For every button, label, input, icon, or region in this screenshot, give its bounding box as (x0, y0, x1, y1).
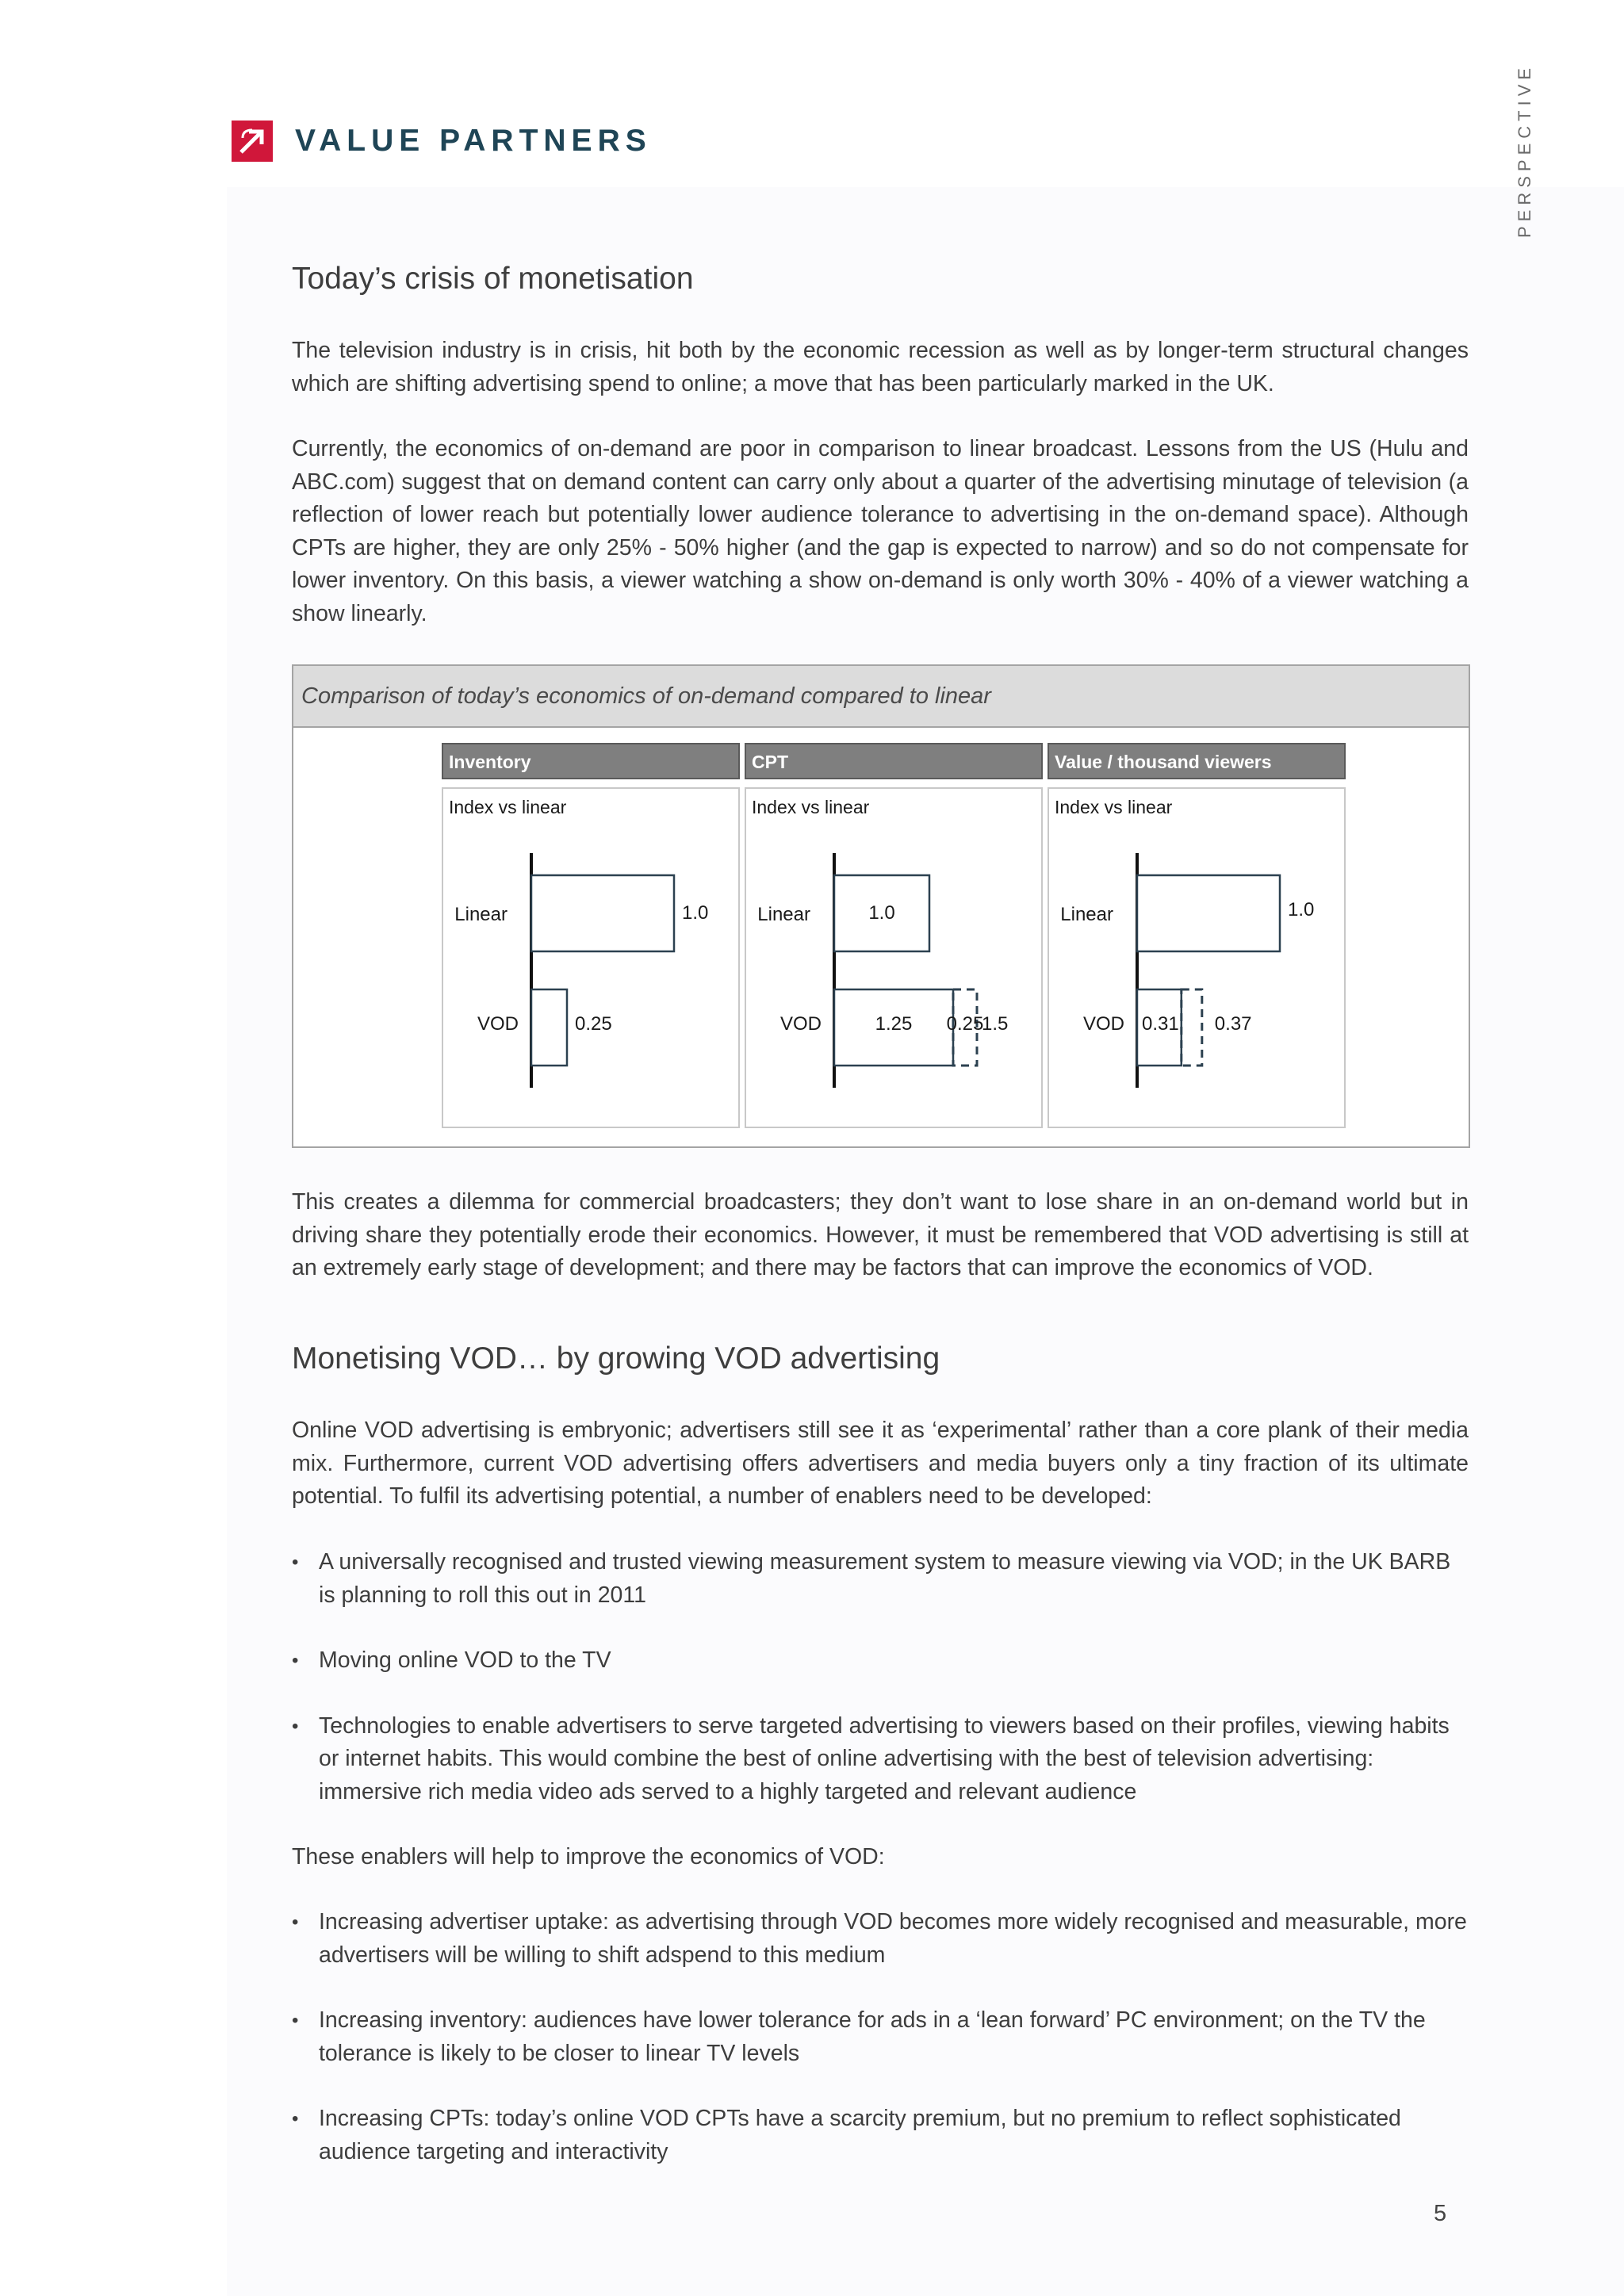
page-number: 5 (1434, 2201, 1447, 2226)
enablers-list (292, 1546, 1469, 1808)
chart-subtitle: Index vs linear (449, 797, 567, 817)
exhibit-title: Comparison of today’s economics of on-demand compared to linear (301, 683, 991, 709)
data-label: 0.31 (1142, 1013, 1179, 1035)
chart-panel (745, 788, 1042, 1127)
data-label: 0.25 (946, 1013, 984, 1035)
value-partners-mark-icon (232, 121, 273, 162)
data-label: 1.25 (875, 1013, 913, 1035)
bar (1137, 875, 1280, 951)
chart-panel (442, 788, 739, 1127)
section-title-crisis: Today’s crisis of monetisation (292, 262, 694, 296)
bar (531, 989, 567, 1066)
list-item: • Technologies to enable advertisers to serve targeted advertising to viewers based on their profiles, viewing habits or internet habits. This would combine the best of online advertising with the best of television advertising: immersive rich media video ads served to a highly targeted and relevant audience (292, 1710, 1469, 1809)
section-title-monetising: Monetising VOD… by growing VOD advertising (292, 1341, 940, 1376)
list-item: • Increasing CPTs: today’s online VOD CPTs have a scarcity premium, but no premium to reflect sophisticated audience targeting and interactivity (292, 2103, 1469, 2168)
chart-title: CPT (752, 752, 788, 772)
list-item: • A universally recognised and trusted viewing measurement system to measure viewing via VOD; in the UK BARB is planning to roll this out in 2011 (292, 1546, 1469, 1612)
chart-header (745, 744, 1042, 779)
category-label: Linear (757, 904, 810, 925)
chart-subtitle: Index vs linear (1055, 797, 1173, 817)
logo (232, 121, 652, 162)
paragraph-economics: Currently, the economics of on-demand are poor in comparison to linear broadcast. Lessons from the US (Hulu and ABC.com) suggest that on demand content can carry only about a quarter of the advertising minutage of television (a reflection of lower reach but potentially lower audience tolerance to advertising in the on-demand space). Although CPTs are higher, they are only 25% - 50% higher (and the gap is expected to narrow) and so do not compensate for lower inventory. On this basis, a viewer watching a show on-demand is only worth 30% - 40% of a viewer watching a show linearly. (292, 436, 1469, 626)
exhibit-box (292, 664, 1470, 1148)
list-item: • Moving online VOD to the TV (292, 1644, 1469, 1678)
chart-subtitle: Index vs linear (752, 797, 870, 817)
category-label: VOD (477, 1013, 519, 1035)
chart-title: Inventory (449, 752, 531, 772)
list-item: • Increasing advertiser uptake: as advertising through VOD becomes more widely recognised and measurable, more advertisers will be willing to shift adspend to this medium (292, 1906, 1469, 1972)
category-label: VOD (779, 1013, 822, 1035)
exhibit-charts (293, 666, 1469, 1146)
list-item: • Increasing inventory: audiences have lower tolerance for ads in a ‘lean forward’ PC environment; on the TV the tolerance is likely to be closer to linear TV levels (292, 2004, 1469, 2070)
chart-panel (1048, 788, 1345, 1127)
category-label: Linear (1060, 904, 1113, 925)
data-label: 0.25 (575, 1013, 612, 1035)
data-label: 0.37 (1214, 1013, 1252, 1035)
paragraph-enablers-help: These enablers will help to improve the economics of VOD: (292, 1844, 885, 1869)
paragraph-crisis-intro: The television industry is in crisis, hit both by the economic recession as well as by longer-term structural changes which are shifting advertising spend to online; a move that has been particularly marked in the UK. (292, 338, 1469, 396)
logo-text: VALUE PARTNERS (295, 124, 652, 158)
paragraph-embryonic: Online VOD advertising is embryonic; advertisers still see it as ‘experimental’ rather than a core plank of their media mix. Furthermore, current VOD advertising offers advertisers and media buyers only a tiny fraction of its ultimate potential. To fulfil its advertising potential, a number of enablers need to be developed: (292, 1418, 1469, 1509)
chart-title: Value / thousand viewers (1055, 752, 1272, 772)
category-label: VOD (1082, 1013, 1124, 1035)
improvements-list (292, 1906, 1469, 2168)
data-label: 1.0 (868, 902, 895, 924)
bar (531, 875, 674, 951)
total-label: 1.5 (982, 1013, 1009, 1035)
data-label: 1.0 (1288, 899, 1315, 920)
category-label: Linear (454, 904, 508, 925)
data-label: 1.0 (682, 902, 709, 924)
paragraph-dilemma: This creates a dilemma for commercial broadcasters; they don’t want to lose share in an on-demand world but in driving share they potentially erode their economics. However, it must be remembered that VOD advertising is still at an extremely early stage of development; and there may be factors that can improve the economics of VOD. (292, 1189, 1469, 1280)
perspective-label: PERSPECTIVE (1515, 63, 1534, 238)
